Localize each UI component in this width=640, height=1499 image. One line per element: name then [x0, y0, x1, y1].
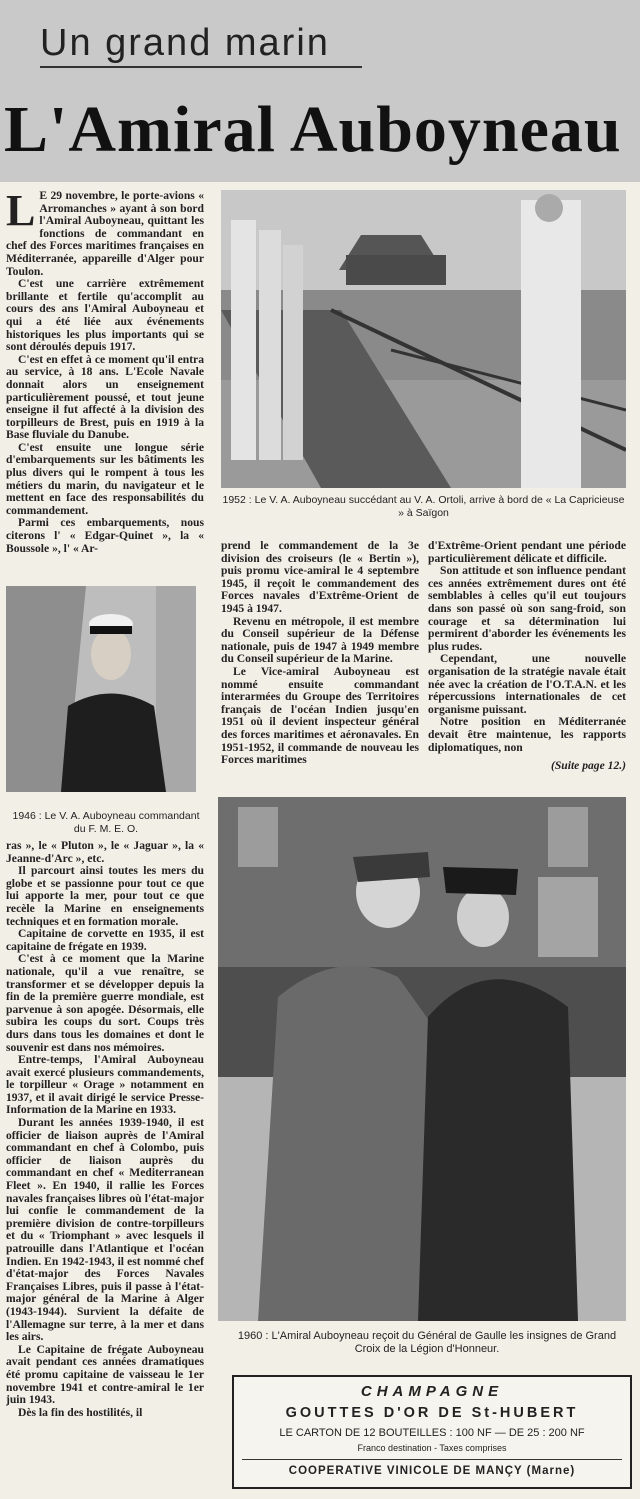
kicker: Un grand marin [40, 22, 330, 64]
kicker-underline [40, 66, 362, 68]
paragraph: C'est à ce moment que la Marine nationale, qu'il a vue renaître, se transformer et se développer depuis la fin de la première guerre mondiale, est parvenue à son apogée. Désormais, elle subira les coups du sort. Coups très durs dans tous les domaines et dont le souvenir est dans nos mémoires. [6, 952, 204, 1054]
photo-caption-1960: 1960 : L'Amiral Auboyneau reçoit du Général de Gaulle les insignes de Grand Croix de la Légion d'Honneur. [237, 1330, 617, 1355]
paragraph: Entre-temps, l'Amiral Auboyneau avait exercé plusieurs commandements, le torpilleur « Orage » notamment en 1937, et il avait dirigé le service Presse-Information de la Marine en 1933. [6, 1053, 204, 1117]
drop-cap: L [6, 190, 36, 235]
article-column-3 [221, 540, 419, 778]
ad-price: LE CARTON DE 12 BOUTEILLES : 100 NF — DE 25 : 200 NF [279, 1427, 585, 1439]
article-column-4 [428, 540, 626, 755]
photo-portrait [6, 586, 196, 792]
paragraph: Parmi ces embarquements, nous citerons l' « Edgar-Quinet », la « Boussole », l' « Ar- [6, 516, 204, 555]
ad-cooperative: COOPERATIVE VINICOLE DE MANÇY (Marne) [288, 1465, 576, 1477]
paragraph: d'Extrême-Orient pendant une période particulièrement délicate et difficile. [428, 540, 626, 565]
article-column-2 [6, 840, 204, 1490]
paragraph: C'est ensuite une longue série d'embarquements sur les bâtiments les plus divers qui le rompent à tous les métiers du marin, du navigateur et le mettent en face des responsabilités du commandement. [6, 440, 204, 517]
paragraph: Il parcourt ainsi toutes les mers du globe et se passionne pour tout ce que lui apporte la mer, pour tout ce que recèle la Marine en enseignements techniques et en formation morale. [6, 864, 204, 928]
continued-note: (Suite page 12.) [550, 759, 626, 772]
article-column-1 [6, 190, 204, 575]
paragraph: Son attitude et son influence pendant ces années extrêmement dures ont été semblables à celles qu'il eut toujours dans son passé où son sang-froid, son courage et sa détermination lui permirent d'aborder les événements les plus rudes. [428, 564, 626, 653]
paragraph: E 29 novembre, le porte-avions « Arromanches » ayant à son bord l'Amiral Auboyneau, quittant les fonctions de commandant en chef des Forces maritimes françaises en Méditerranée, appareille d'Alger pour Toulon. [6, 190, 204, 278]
ad-shipping-note: Franco destination - Taxes comprises [357, 1443, 507, 1453]
paragraph: Revenu en métropole, il est membre du Conseil supérieur de la Défense nationale, puis de 1947 à 1949 membre du Conseil supérieur de la Marine. [221, 614, 419, 666]
photo-ceremony-illustration [218, 797, 626, 1321]
page-title: L'Amiral Auboyneau [4, 93, 622, 166]
paragraph: ras », le « Pluton », le « Jaguar », la « Jeanne-d'Arc », etc. [6, 840, 204, 865]
paragraph: Notre position en Méditerranée devait être maintenue, les rapports diplomatiques, non [428, 715, 626, 754]
photo-caption-1946: 1946 : Le V. A. Auboyneau commandant du F. M. E. O. [12, 810, 200, 835]
paragraph: Dès la fin des hostilités, il [18, 1405, 143, 1419]
ad-divider [242, 1459, 622, 1460]
ad-brand: GOUTTES D'OR DE St-HUBERT [285, 1405, 579, 1421]
paragraph: C'est en effet à ce moment qu'il entra au service, à 18 ans. L'Ecole Navale donnait alors un enseignement particulièrement poussé, et tout jeune enseigne il fut affecté à la division des torpilleurs de Brest, puis en 1919 à la Base fluviale du Danube. [6, 352, 204, 442]
paragraph: Durant les années 1939-1940, il est officier de liaison auprès de l'Amiral commandant en chef à Colombo, puis officier de liaison auprès du commandant en chef « Mediterranean Fleet ». En 1940, il rallie les Forces navales françaises libres où l'état-major lui confie le commandement de la première division de contre-torpilleurs et du « Triomphant » avec lesquels il patrouille dans l'Atlantique et l'océan Indien. En 1942-1943, il est nommé chef d'état-major des Forces Navales Françaises Libres, puis il passe à l'état-major général de la Marine à Alger (1943-1944). Survient la défaite de l'Allemagne sur terre, à la mer et dans les airs. [6, 1116, 204, 1344]
paragraph: Cependant, une nouvelle organisation de la stratégie navale était née avec la création de l'O.T.A.N. et les répercussions internationales de cet organisme puissant. [428, 652, 626, 716]
photo-portrait-illustration [6, 586, 196, 792]
champagne-advertisement [232, 1375, 632, 1489]
paragraph: Le Vice-amiral Auboyneau est nommé ensuite commandant interarmées du Groupe des Territoires français de l'océan Indien jusqu'en 1951 où il devient inspecteur général des forces maritimes et aéronavales. En 1951-1952, il commande de nouveau les Forces maritimes [221, 664, 419, 767]
photo-ship-arrival [221, 190, 626, 488]
paragraph: prend le commandement de la 3e division des croiseurs (le « Bertin »), puis promu vice-amiral le 4 septembre 1945, il reçoit le commandement des Forces navales d'Extrême-Orient de 1945 à 1947. [221, 540, 419, 615]
ad-title: CHAMPAGNE [360, 1383, 504, 1400]
photo-ceremony [218, 797, 626, 1321]
photo-ship-arrival-illustration [221, 190, 626, 488]
paragraph: Capitaine de corvette en 1935, il est capitaine de frégate en 1939. [6, 927, 204, 953]
paragraph: Le Capitaine de frégate Auboyneau avait pendant ces années dramatiques été promu capitaine de vaisseau le 1er novembre 1941 et contre-amiral le 1er juin 1943. [6, 1342, 204, 1407]
paragraph: C'est une carrière extrêmement brillante et fertile qu'accomplit au cours des ans l'Amiral Auboyneau et qui a été liée aux événements historiques les plus importants qui se sont déroulés depuis 1917. [6, 277, 204, 354]
photo-caption-1952: 1952 : Le V. A. Auboyneau succédant au V. A. Ortoli, arrive à bord de « La Capricieuse » à Saïgon [222, 494, 625, 519]
